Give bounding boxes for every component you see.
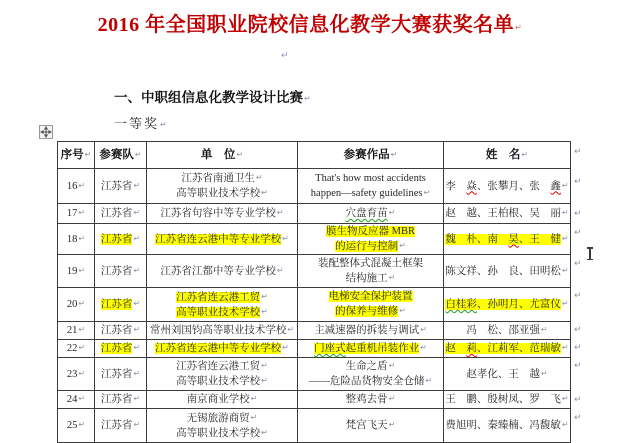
cell-no [58, 340, 95, 358]
work-line: 的保养与维修 [335, 306, 399, 317]
move-arrows-icon [41, 127, 51, 137]
names-text: 陈文祥、孙 良、田明松 ↵ [445, 266, 568, 277]
section-heading [114, 86, 311, 106]
cell-names [444, 255, 571, 288]
cell-unit [147, 204, 298, 224]
unit-line: 高等职业技术学校 [176, 306, 261, 318]
cell-names [444, 224, 571, 255]
row-no: 22 ↵ [67, 343, 85, 354]
header-work-text: 参赛作品 ↵ [344, 149, 398, 161]
header-team-text: 参赛队 ↵ [99, 149, 141, 161]
cell-no [58, 288, 95, 322]
header-no [58, 142, 95, 169]
cell-names [444, 322, 571, 340]
work-line: 穴盘育苗 [345, 208, 388, 219]
row-no: 24 ↵ [67, 394, 85, 405]
names-text: 费旭明、秦臻楠、冯馥敏 ↵ [445, 420, 568, 431]
work-line: 结构施工 ↵ [346, 273, 396, 284]
header-work [298, 142, 444, 169]
cell-work [298, 340, 444, 358]
cell-no [58, 169, 95, 204]
team-text: 江苏省 ↵ [101, 420, 140, 431]
cell-team [95, 322, 147, 340]
table-row-22 [58, 340, 571, 358]
cell-team [95, 255, 147, 288]
header-unit-text: 单 位 ↵ [201, 149, 243, 161]
section-heading-text: 一、中职组信息化教学设计比赛 ↵ [114, 90, 311, 105]
unit-line: 江苏省句容中等专业学校 ↵ [160, 208, 283, 219]
table-row-24 [58, 391, 571, 409]
table-row-18 [58, 224, 571, 255]
team-text: 江苏省 [100, 233, 133, 245]
cell-names [444, 169, 571, 204]
prize-heading [114, 113, 169, 132]
table-move-handle-icon[interactable] [39, 125, 53, 139]
paragraph-mark [514, 14, 522, 36]
team-text: 江苏省 ↵ [101, 325, 140, 336]
cell-team [95, 391, 147, 409]
cell-unit [147, 169, 298, 204]
award-table [57, 141, 571, 443]
team-text: 江苏省 ↵ [101, 208, 140, 219]
cell-no [58, 391, 95, 409]
header-unit [147, 142, 298, 169]
cell-work [298, 391, 444, 409]
row-no: 20 ↵ [67, 299, 85, 310]
cell-no [58, 255, 95, 288]
cell-team [95, 288, 147, 322]
table-header-row [58, 142, 571, 169]
cell-names [444, 204, 571, 224]
unit-line: 高等职业技术学校 ↵ [176, 376, 268, 387]
work-line: 梵宫飞天 ↵ [346, 420, 396, 431]
cell-team [95, 224, 147, 255]
cell-no [58, 358, 95, 391]
cell-unit [147, 391, 298, 409]
cell-unit: 江苏省连云港工贸 ↵ 高等职业技术学校 ↵ [147, 358, 298, 391]
row-no: 17 ↵ [67, 208, 85, 219]
names-text: 白桂彩、孙明月、尤富仪 ↵ [445, 299, 568, 310]
cell-team [95, 409, 147, 443]
table-row-20 [58, 288, 571, 322]
cell-unit: 江苏省连云港工贸 ↵ 高等职业技术学校 ↵ [147, 288, 298, 322]
row-no: 18 ↵ [67, 234, 85, 245]
right-margin-paragraph-marks [574, 0, 588, 424]
unit-line: 高等职业技术学校 ↵ [176, 188, 268, 199]
header-names-text: 姓 名 ↵ [486, 149, 528, 161]
cell-work [298, 358, 444, 391]
cell-work [298, 322, 444, 340]
names-text: 冯 松、邵亚强 ↵ [466, 325, 547, 336]
cell-work [298, 409, 444, 443]
names-text: 魏 朴、南 昊、王 健 ↵ [445, 234, 568, 245]
empty-paragraph-mark [281, 50, 289, 61]
names-text: 赵 越、王柏根、吴 丽 ↵ [445, 208, 568, 219]
work-line: 主减速器的拆装与调试 ↵ [314, 325, 427, 336]
table-row-21 [58, 322, 571, 340]
row-no: 25 ↵ [67, 420, 85, 431]
cell-work [298, 204, 444, 224]
names-text: 王 鹏、殷树凤、罗 飞 ↵ [445, 394, 568, 405]
cell-no [58, 204, 95, 224]
work-line: 装配整体式混凝土框架 [318, 257, 423, 269]
team-text: 江苏省 ↵ [101, 369, 140, 380]
table-row-19 [58, 255, 571, 288]
header-team [95, 142, 147, 169]
unit-line: 江苏省连云港中等专业学校 [155, 343, 282, 354]
unit-line: 南京商业学校 ↵ [187, 394, 258, 405]
cell-team [95, 169, 147, 204]
work-line: happen—safety guidelines ↵ [311, 188, 430, 199]
cell-work [298, 288, 444, 322]
cell-team [95, 340, 147, 358]
work-line: 整鸡去骨 ↵ [346, 394, 396, 405]
unit-line: 江苏省连云港中等专业学校 [155, 233, 282, 245]
unit-line: 常州刘国钧高等职业技术学校 ↵ [150, 325, 294, 336]
work-line: That's how most accidents [315, 172, 426, 184]
row-no: 16 ↵ [67, 181, 85, 192]
cell-names [444, 288, 571, 322]
cell-work [298, 255, 444, 288]
unit-line: 江苏省江都中等专业学校 ↵ [160, 266, 283, 277]
work-line: 的运行与控制 [335, 240, 399, 252]
unit-line: 高等职业技术学校 ↵ [176, 428, 268, 439]
cell-unit [147, 340, 298, 358]
cell-no [58, 224, 95, 255]
names-text: 李 焱、张攀月、张 鑫 ↵ [445, 181, 568, 192]
table-row-25 [58, 409, 571, 443]
table-row-23 [58, 358, 571, 391]
cell-team [95, 358, 147, 391]
cell-no [58, 322, 95, 340]
work-line: 电梯安全保护装置 [328, 291, 413, 302]
cell-names [444, 409, 571, 443]
work-line: 门座式起重机吊装作业 ↵ [314, 343, 427, 354]
team-text: 江苏省 [100, 343, 133, 354]
names-text: 赵孝化、王 越 ↵ [466, 369, 547, 380]
header-names [444, 142, 571, 169]
cell-team [95, 204, 147, 224]
document-title [0, 8, 620, 37]
row-no: 19 ↵ [67, 266, 85, 277]
header-no-text: 序号 ↵ [61, 149, 92, 161]
cell-unit [147, 255, 298, 288]
team-text: 江苏省 ↵ [101, 266, 140, 277]
work-line: 生命之盾 ↵ [346, 361, 396, 372]
document-title-text: 2016 年全国职业院校信息化教学大赛获奖名单 [97, 14, 515, 36]
names-text: 赵 莉、江莉军、范瑞敏 ↵ [445, 343, 568, 354]
team-text: 江苏省 [100, 299, 133, 310]
work-line: ——危险品货物安全仓储 ↵ [309, 376, 432, 387]
unit-line: 江苏省南通卫生 ↵ [181, 173, 262, 184]
cell-names [444, 358, 571, 391]
table-row-16 [58, 169, 571, 204]
cell-names [444, 340, 571, 358]
cell-work [298, 169, 444, 204]
team-text: 江苏省 ↵ [101, 394, 140, 405]
text-cursor-ibeam [589, 247, 591, 260]
table-row-17 [58, 204, 571, 224]
cell-work [298, 224, 444, 255]
work-line: 膜生物反应器 MBR [326, 225, 415, 237]
cell-unit [147, 224, 298, 255]
cell-unit [147, 322, 298, 340]
prize-heading-text: 一等奖 ↵ [114, 116, 169, 131]
row-no: 23 ↵ [67, 369, 85, 380]
row-no: 21 ↵ [67, 325, 85, 336]
cell-no [58, 409, 95, 443]
cell-names [444, 391, 571, 409]
cell-unit: 无锡旅游商贸 ↵ 高等职业技术学校 ↵ [147, 409, 298, 443]
team-text: 江苏省 ↵ [101, 181, 140, 192]
